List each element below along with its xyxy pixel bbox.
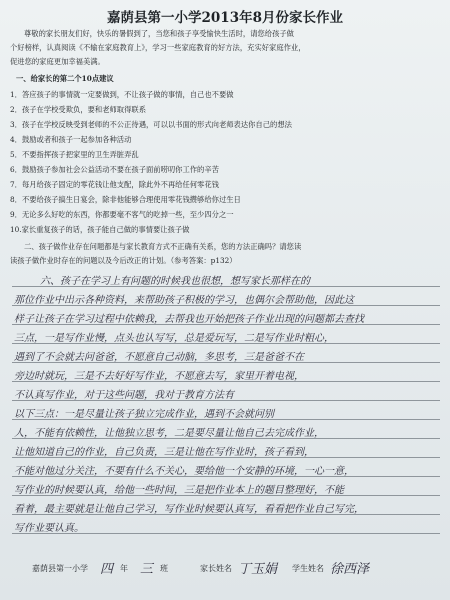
tip-item: 1．答应孩子的事情就一定要做到，不让孩子做的事情，自己也不要做 (10, 90, 234, 99)
handwritten-line: 不认真写作业，对于这些问题，我对于教育方法有 (14, 390, 234, 401)
tip-item: 10.家长重复孩子的话，孩子能自己做的事情要让孩子做 (10, 225, 190, 234)
document-title: 嘉荫县第一小学2013年8月份家长作业 (107, 10, 343, 26)
handwritten-line: 让他知道自己的作业，自己负责，三是让他在写作业时，孩子看到， (14, 447, 314, 458)
handwritten-line: 不能对他过分关注，不要有什么不关心，要给他一个安静的环境，一心一意， (14, 466, 354, 477)
tip-item: 4．鼓励或者和孩子一起参加各种活动 (10, 135, 132, 144)
handwritten-line: 遇到了不会就去问爸爸，不愿意自己动脑，多思考，三是爸爸不在 (14, 352, 304, 363)
intro-line: 促进您的家庭更加幸福美满。 (10, 57, 105, 66)
tip-item: 6．鼓励孩子参加社会公益活动不要在孩子面前唠叨你工作的辛苦 (10, 165, 219, 174)
tip-item: 5．不要指挥孩子把家里的卫生弄脏弄乱 (10, 150, 139, 159)
handwritten-line: 人，不能有依赖性，让他独立思考，二是要尽量让他自己去完成作业， (14, 428, 324, 439)
handwritten-line: 以下三点：一是尽量让孩子独立完成作业，遇到不会就问别 (14, 409, 274, 420)
school-name: 嘉荫县第一小学 (32, 564, 88, 573)
handwritten-line: 写作业的时候要认真，给他一些时间，三是把作业本上的题目整理好，不能 (14, 485, 344, 496)
tip-item: 7．每月给孩子固定的零花钱让他支配，除此外不再给任何零花钱 (10, 180, 219, 189)
tip-item: 3．孩子在学校反映受到老师的不公正待遇，可以以书面的形式向老师表达你自己的想法 (10, 120, 292, 129)
intro-line: 个好榜样，认真阅读《不输在家庭教育上》，学习一些家庭教育的好方法，充实好家庭作业， (10, 43, 306, 52)
section-instruction: 读孩子做作业时存在的问题以及今后改正的计划。（参考答案：p132） (10, 256, 237, 265)
parent-name-label: 家长姓名 (200, 564, 232, 573)
handwritten-line: 旁边时就玩，三是不去好好写作业，不愿意去写，家里开着电视， (14, 371, 304, 382)
class-value: 三 (140, 562, 154, 577)
class-suffix: 班 (160, 564, 168, 573)
handwritten-line: 三点，一是写作业慢，点头也认写写，总是爱玩写，二是写作业时粗心， (14, 333, 334, 344)
student-name-label: 学生姓名 (292, 564, 324, 573)
section-heading-2: 二、孩子做作业存在问题都是与家长教育方式不正确有关系，您的方法正确吗？请您读 (24, 242, 302, 251)
grade-value: 四 (100, 562, 114, 577)
parent-name-signature: 丁玉娟 (238, 562, 278, 577)
tip-item: 8．不要给孩子搞生日宴会，除非他能够合理使用零花钱攒够给你过生日 (10, 195, 241, 204)
intro-line: 尊敬的家长朋友们好，快乐的暑假到了，当您和孩子享受愉快生活时，请您给孩子做 (24, 29, 294, 38)
handwritten-line: 那位作业中出示各种资料，来帮助孩子积极的学习，也偶尔会帮助他，因此这 (14, 295, 354, 306)
handwritten-line: 写作业要认真。 (14, 523, 84, 534)
handwritten-line: 样子让孩子在学习过程中依赖我，去帮我也开始把孩子作业出现的问题都去查找 (14, 314, 364, 325)
tip-item: 2．孩子在学校受欺负，要和老师取得联系 (10, 105, 146, 114)
handwritten-line: 六、孩子在学习上有问题的时候我也很想，想写家长那样在的 (40, 276, 310, 287)
student-name-signature: 徐西泽 (330, 562, 370, 577)
grade-suffix: 年 (120, 564, 128, 573)
tip-item: 9．无论多么好吃的东西，你都要毫不客气的吃掉一些，至少四分之一 (10, 210, 234, 219)
handwritten-line: 看着，最主要就是让他自己学习，写作业时候要认真写，看看把作业自己写完， (14, 504, 364, 515)
section-heading-1: 一、给家长的第二个10点建议 (16, 74, 114, 83)
